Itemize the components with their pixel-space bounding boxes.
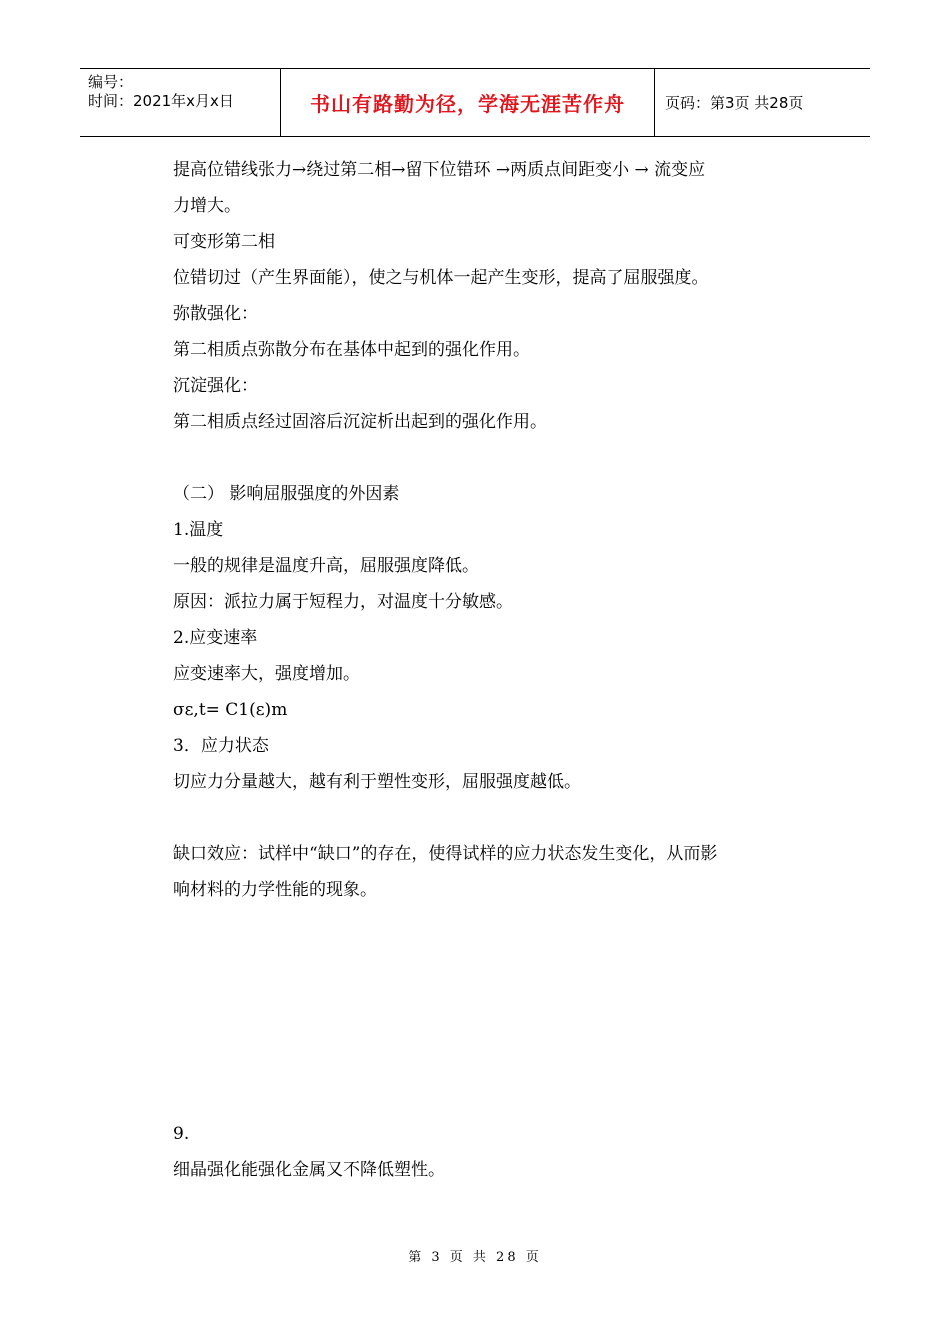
paragraph: 位错切过（产生界面能），使之与机体一起产生变形，提高了屈服强度。 bbox=[173, 268, 709, 288]
heading-precipitation-strengthening: 沉淀强化： bbox=[173, 376, 258, 396]
paragraph: 切应力分量越大，越有利于塑性变形，屈服强度越低。 bbox=[173, 772, 581, 792]
paragraph: 原因：派拉力属于短程力，对温度十分敏感。 bbox=[173, 592, 513, 612]
header-page-info: 页码：第3页 共28页 bbox=[665, 94, 804, 112]
heading-deformable-second-phase: 可变形第二相 bbox=[173, 232, 275, 252]
document-body bbox=[173, 152, 813, 1188]
heading-dispersion-strengthening: 弥散强化： bbox=[173, 304, 258, 324]
paragraph: 第二相质点经过固溶后沉淀析出起到的强化作用。 bbox=[173, 412, 547, 432]
page-footer: 第 3 页 共 28 页 bbox=[408, 1250, 542, 1265]
paragraph: 应变速率大，强度增加。 bbox=[173, 664, 360, 684]
time-label: 时间：2021年x月x日 bbox=[88, 92, 234, 110]
paragraph: 力增大。 bbox=[173, 196, 241, 216]
paragraph: 细晶强化能强化金属又不降低塑性。 bbox=[173, 1160, 445, 1180]
subheading-strain-rate: 2.应变速率 bbox=[173, 628, 258, 648]
header-meta bbox=[80, 69, 281, 136]
item-number: 9. bbox=[173, 1124, 190, 1144]
subheading-stress-state: 3．应力状态 bbox=[173, 736, 269, 756]
header-motto: 书山有路勤为径，学海无涯苦作舟 bbox=[281, 69, 655, 136]
blank-space bbox=[173, 908, 813, 1116]
formula: σε,t= C1(ε)m bbox=[173, 700, 288, 720]
blank-line bbox=[173, 440, 813, 476]
code-label: 编号： bbox=[88, 73, 134, 91]
paragraph: 一般的规律是温度升高，屈服强度降低。 bbox=[173, 556, 479, 576]
paragraph: 响材料的力学性能的现象。 bbox=[173, 880, 377, 900]
blank-line bbox=[173, 800, 813, 836]
page-header bbox=[80, 68, 870, 137]
subheading-temperature: 1.温度 bbox=[173, 520, 224, 540]
paragraph: 缺口效应：试样中“缺口”的存在，使得试样的应力状态发生变化，从而影 bbox=[173, 844, 718, 864]
paragraph: 提高位错线张力→绕过第二相→留下位错环 →两质点间距变小 → 流变应 bbox=[173, 160, 706, 180]
paragraph: 第二相质点弥散分布在基体中起到的强化作用。 bbox=[173, 340, 530, 360]
section-heading: （二） 影响屈服强度的外因素 bbox=[173, 484, 400, 504]
